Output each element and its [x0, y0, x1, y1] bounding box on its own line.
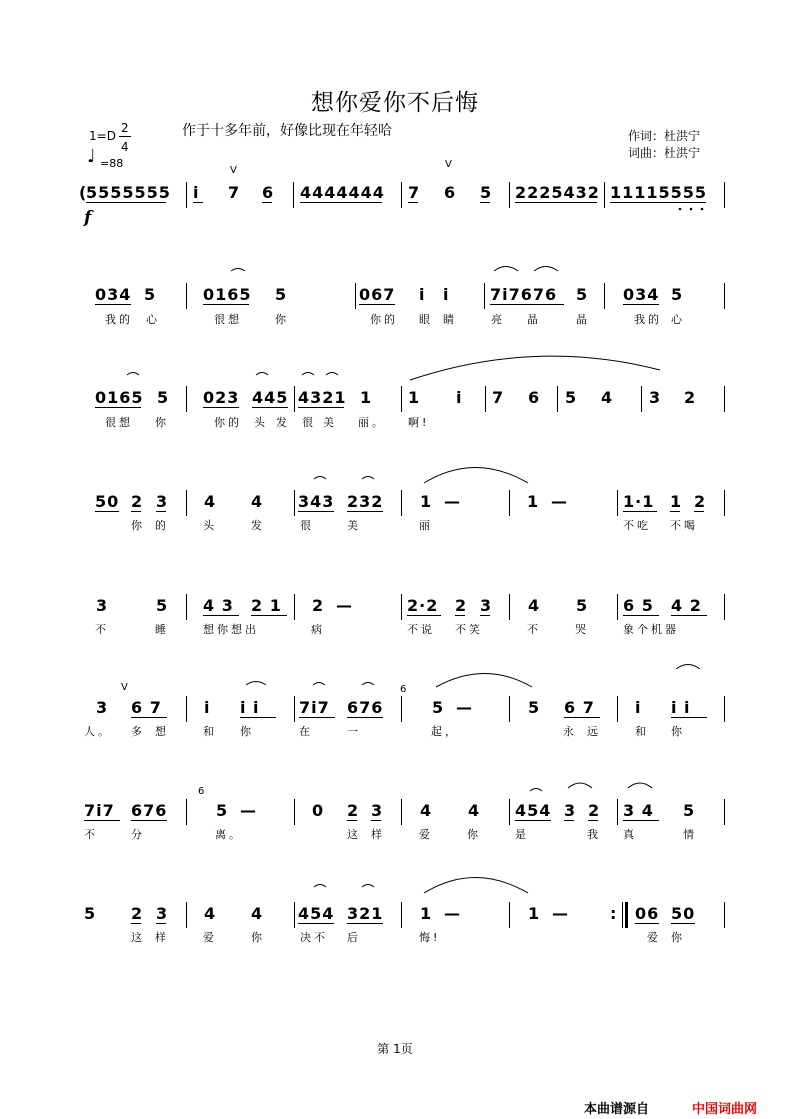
lyric: 很 — [302, 416, 316, 429]
slur-mark — [410, 356, 660, 380]
lyric: 永 — [563, 725, 577, 738]
lyric: 头 — [254, 416, 268, 429]
tie-mark — [494, 267, 518, 272]
note-group: 034 — [95, 285, 132, 304]
tie-mark — [313, 683, 325, 686]
source-label: 本曲谱源自 — [584, 1102, 650, 1117]
note: 3 — [480, 596, 493, 615]
dot-mark — [679, 208, 682, 211]
site-link[interactable]: 中国词曲网 — [692, 1102, 758, 1117]
note: 2 — [694, 492, 707, 511]
note-group: 6 7 — [564, 698, 595, 717]
lyric: 这 — [131, 931, 145, 944]
lyric: 不 — [95, 623, 109, 636]
tie-mark — [314, 885, 326, 888]
dot-mark — [690, 208, 693, 211]
note-group: 2225432 — [515, 183, 600, 202]
note-group: 676 — [347, 698, 384, 717]
note: 1 — [360, 388, 373, 407]
tie-mark — [628, 783, 652, 788]
note-group: 4321 — [298, 388, 347, 407]
note: 3 — [564, 801, 577, 820]
note: 1 — [408, 388, 421, 407]
tie-mark — [127, 373, 139, 376]
tie-mark — [676, 665, 700, 670]
note-group: 232 — [347, 492, 384, 511]
lyric: 离。 — [215, 828, 243, 841]
note: 5 — [275, 285, 288, 304]
tie-mark — [362, 885, 374, 888]
lyric: 你 — [251, 931, 265, 944]
time-signature-top: 2 — [121, 121, 129, 135]
lyric: 眼 — [419, 313, 433, 326]
lyric: 不 — [527, 623, 541, 636]
note: 4 — [468, 801, 481, 820]
tie-mark — [231, 269, 245, 272]
lyric: 不笑 — [455, 623, 483, 636]
lyric: 这 — [347, 828, 361, 841]
note: 5 — [144, 285, 157, 304]
note-group: 50 — [671, 904, 696, 923]
tie-mark — [362, 683, 374, 686]
note-group: 4 3 — [203, 596, 234, 615]
lyric: 想你想出 — [203, 623, 259, 636]
lyric: 你 — [467, 828, 481, 841]
tie-mark — [246, 682, 266, 686]
lyric: 你 — [671, 931, 685, 944]
note: 4 — [204, 492, 217, 511]
lyric: 和 — [203, 725, 217, 738]
note-group: 3 4 — [623, 801, 654, 820]
note: 2 — [588, 801, 601, 820]
note-group: 023 — [203, 388, 240, 407]
lyric: 不说 — [407, 623, 435, 636]
slur-mark — [424, 468, 528, 484]
note: 6 — [444, 183, 457, 202]
note: 3 — [96, 596, 109, 615]
note-group: 11115555 — [610, 183, 708, 202]
note: 5 — [432, 698, 445, 717]
grace-note: 6 — [400, 684, 407, 695]
lyric: 心 — [146, 313, 160, 326]
note-group: 06 — [635, 904, 660, 923]
note: 1 — [420, 904, 433, 923]
dash: — — [551, 492, 568, 511]
key-signature: 1=D — [89, 129, 116, 143]
lyric: 心 — [671, 313, 685, 326]
song-title: 想你爱你不后悔 — [311, 90, 479, 116]
note: 1 — [670, 492, 683, 511]
lyric: 我的 — [105, 313, 133, 326]
lyric: 远 — [587, 725, 601, 738]
note: 6 — [262, 183, 275, 202]
lyric: 分 — [131, 828, 145, 841]
lyric: 你 — [671, 725, 685, 738]
quarter-note-icon: ♩ — [87, 146, 96, 167]
note: 3 — [156, 904, 169, 923]
lyric: 啊! — [408, 416, 430, 429]
lyric: 你 — [131, 519, 145, 532]
tie-mark — [534, 267, 558, 272]
lyric: 想 — [155, 725, 169, 738]
note: 4 — [251, 904, 264, 923]
note: 4 — [251, 492, 264, 511]
note-group: 067 — [359, 285, 396, 304]
note-group: 034 — [623, 285, 660, 304]
slur-mark — [424, 878, 528, 894]
note-group: 4444444 — [300, 183, 385, 202]
lyric: 后 — [347, 931, 361, 944]
lyric: 不 — [84, 828, 98, 841]
lyric: 人。 — [84, 725, 112, 738]
lyric: 很想 — [214, 313, 242, 326]
lyric: 晶 — [527, 313, 541, 326]
note-group: 7i7 — [84, 801, 115, 820]
lyric: 睡 — [155, 623, 169, 636]
dynamic-marking: f — [84, 208, 92, 228]
note-group: 0165 — [95, 388, 144, 407]
note: 1 — [528, 904, 541, 923]
dash: — — [240, 801, 257, 820]
lyric: 很 — [300, 519, 314, 532]
note: i — [419, 285, 426, 304]
lyric: 在 — [299, 725, 313, 738]
lyric: 病 — [311, 623, 325, 636]
dot-mark — [701, 208, 704, 211]
lyric: 美 — [323, 416, 337, 429]
note-group: 7i7676 — [490, 285, 558, 304]
lyric: 你的 — [214, 416, 242, 429]
lyric: 我的 — [634, 313, 662, 326]
lyric: 的 — [155, 519, 169, 532]
lyric: 头 — [203, 519, 217, 532]
lyric: 情 — [683, 828, 697, 841]
dash: — — [444, 904, 461, 923]
dash: — — [552, 904, 569, 923]
note: 2 — [131, 904, 144, 923]
tie-mark — [362, 477, 374, 480]
lyric: 你 — [240, 725, 254, 738]
note: 5 — [528, 698, 541, 717]
lyric: 美 — [347, 519, 361, 532]
breath-mark: V — [230, 165, 237, 176]
note-group: 676 — [131, 801, 168, 820]
note: 5 — [683, 801, 696, 820]
note: 6 — [528, 388, 541, 407]
lyric: 起， — [431, 725, 459, 738]
note: i — [193, 183, 200, 202]
dash: — — [336, 596, 353, 615]
note: 1 — [420, 492, 433, 511]
lyric: 爱 — [419, 828, 433, 841]
note: 7 — [228, 183, 241, 202]
subtitle: 作于十多年前，好像比现在年轻哈 — [182, 123, 392, 139]
dash: — — [456, 698, 473, 717]
note: i — [204, 698, 211, 717]
note: i — [456, 388, 463, 407]
note: 2 — [455, 596, 468, 615]
lyric: 悔! — [419, 931, 441, 944]
note-group: 4 2 — [671, 596, 702, 615]
lyric: 爱 — [203, 931, 217, 944]
tie-mark — [256, 373, 268, 376]
lyric: 和 — [635, 725, 649, 738]
lyric: 你的 — [370, 313, 398, 326]
note: 5 — [576, 596, 589, 615]
note-group: 454 — [298, 904, 335, 923]
note-group: 2·2 — [407, 596, 439, 615]
tie-mark — [530, 789, 542, 792]
note: 5 — [216, 801, 229, 820]
lyric: 真 — [623, 828, 637, 841]
lyric: 很想 — [105, 416, 133, 429]
note: 3 — [649, 388, 662, 407]
note: 5 — [84, 904, 97, 923]
note-group: 1·1 — [623, 492, 655, 511]
lyric: 多 — [131, 725, 145, 738]
note-group: 50 — [95, 492, 120, 511]
dash: — — [444, 492, 461, 511]
lyric: 爱 — [647, 931, 661, 944]
note: 5 — [565, 388, 578, 407]
note-group: 321 — [347, 904, 384, 923]
note-group: 6 5 — [623, 596, 654, 615]
note: 1 — [527, 492, 540, 511]
lyric: 是 — [515, 828, 529, 841]
note: 4 — [601, 388, 614, 407]
note: 5 — [156, 596, 169, 615]
grace-note: 6 — [198, 786, 205, 797]
note: 7 — [408, 183, 421, 202]
note-group: 343 — [298, 492, 335, 511]
note: 0 — [312, 801, 325, 820]
composer-credit: 词曲：杜洪宁 — [628, 146, 701, 160]
note-group: i i — [240, 698, 260, 717]
lyric: 亮 — [491, 313, 505, 326]
note-group: 5555555 — [86, 183, 171, 202]
tie-mark — [314, 477, 326, 480]
note: 3 — [156, 492, 169, 511]
note: 2 — [347, 801, 360, 820]
note: 3 — [371, 801, 384, 820]
note: 5 — [576, 285, 589, 304]
tempo-marking: =88 — [100, 157, 124, 170]
note: 2 — [684, 388, 697, 407]
note: 2 — [312, 596, 325, 615]
lyric: 发 — [251, 519, 265, 532]
lyric: 一 — [347, 725, 361, 738]
page-number: 第 1页 — [377, 1042, 413, 1056]
breath-mark: V — [445, 159, 452, 170]
note-group: 0165 — [203, 285, 252, 304]
note: 2 — [131, 492, 144, 511]
bracket-open: ( — [79, 183, 88, 202]
lyric: 样 — [371, 828, 385, 841]
lyric: 你 — [275, 313, 289, 326]
repeat-dots: : — [610, 904, 618, 923]
lyric: 象个机器 — [623, 623, 679, 636]
lyric: 样 — [155, 931, 169, 944]
note: 5 — [480, 183, 493, 202]
slur-mark — [436, 674, 532, 688]
time-signature-bottom: 4 — [121, 140, 129, 154]
lyric: 哭 — [575, 623, 589, 636]
note-group: 7i7 — [299, 698, 330, 717]
note-group: 445 — [252, 388, 289, 407]
note: 7 — [492, 388, 505, 407]
note: i — [443, 285, 450, 304]
note: 4 — [420, 801, 433, 820]
note: 4 — [528, 596, 541, 615]
lyric: 丽。 — [358, 416, 386, 429]
note: 5 — [157, 388, 170, 407]
lyric: 不喝 — [670, 519, 698, 532]
tie-mark — [568, 783, 592, 788]
note: i — [635, 698, 642, 717]
note: 5 — [671, 285, 684, 304]
note: 4 — [204, 904, 217, 923]
tie-mark — [302, 373, 314, 376]
note-group: 6 7 — [131, 698, 162, 717]
lyric: 决不 — [300, 931, 328, 944]
note-group: 2 1 — [251, 596, 282, 615]
lyric: 我 — [587, 828, 601, 841]
lyric: 丽 — [419, 519, 433, 532]
note-group: 454 — [515, 801, 552, 820]
lyric: 睛 — [443, 313, 457, 326]
lyric: 你 — [155, 416, 169, 429]
tie-mark — [326, 373, 338, 376]
lyric: 发 — [276, 416, 290, 429]
breath-mark: V — [121, 682, 128, 693]
lyric: 晶 — [576, 313, 590, 326]
note: 3 — [96, 698, 109, 717]
note-group: i i — [671, 698, 691, 717]
lyricist-credit: 作词：杜洪宁 — [628, 129, 701, 143]
lyric: 不吃 — [623, 519, 651, 532]
